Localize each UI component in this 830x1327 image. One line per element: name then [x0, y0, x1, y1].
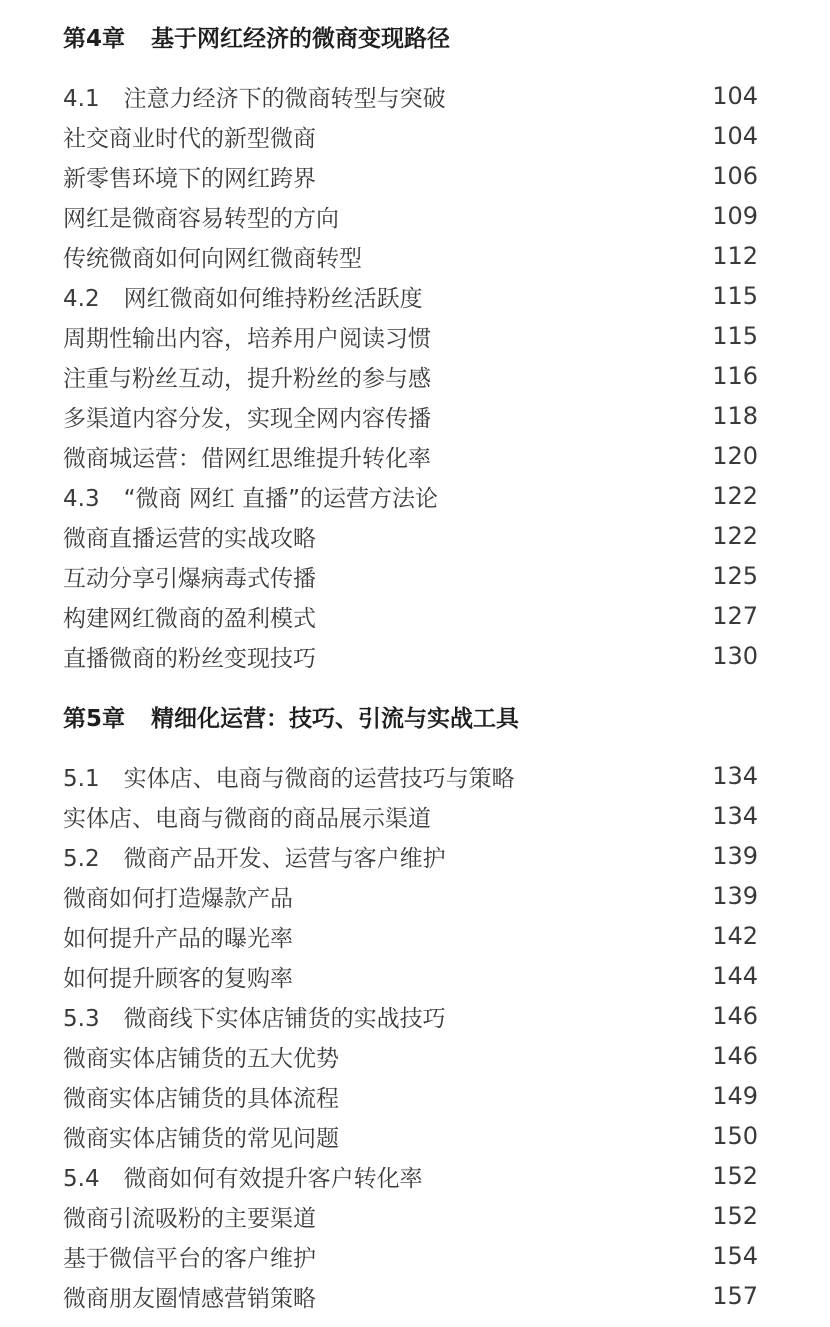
toc-entry[interactable]	[63, 396, 758, 436]
entry-title: 周期性输出内容，培养用户阅读习惯	[63, 325, 431, 352]
page-number: 152	[712, 1162, 758, 1190]
page-number: 146	[712, 1002, 758, 1030]
toc-entry[interactable]	[63, 236, 758, 276]
chapter-entries	[63, 76, 758, 676]
toc-entry[interactable]	[63, 196, 758, 236]
entry-title: 微商实体店铺货的常见问题	[63, 1125, 339, 1152]
page-number: 150	[712, 1122, 758, 1150]
table-of-contents	[63, 0, 758, 1316]
page-number: 146	[712, 1042, 758, 1070]
entry-title: 实体店、电商与微商的商品展示渠道	[63, 805, 431, 832]
page-number: 144	[712, 962, 758, 990]
page-number: 122	[712, 522, 758, 550]
toc-entry-section[interactable]	[63, 276, 758, 316]
toc-entry[interactable]	[63, 1036, 758, 1076]
entry-title: 互动分享引爆病毒式传播	[63, 565, 316, 592]
chapter-title: 精细化运营：技巧、引流与实战工具	[151, 705, 520, 732]
entry-title: 微商如何有效提升客户转化率	[123, 1165, 423, 1192]
entry-title: 新零售环境下的网红跨界	[63, 165, 316, 192]
toc-entry[interactable]	[63, 1276, 758, 1316]
toc-entry[interactable]	[63, 156, 758, 196]
toc-entry[interactable]	[63, 1196, 758, 1236]
page-number: 142	[712, 922, 758, 950]
entry-title: 多渠道内容分发，实现全网内容传播	[63, 405, 431, 432]
section-number: 5.1	[63, 765, 100, 792]
toc-entry[interactable]	[63, 1236, 758, 1276]
page-number: 139	[712, 882, 758, 910]
toc-entry[interactable]	[63, 316, 758, 356]
entry-title: 构建网红微商的盈利模式	[63, 605, 316, 632]
entry-title: 直播微商的粉丝变现技巧	[63, 645, 316, 672]
entry-title: 注重与粉丝互动，提升粉丝的参与感	[63, 365, 431, 392]
toc-entry[interactable]	[63, 356, 758, 396]
entry-title: 微商线下实体店铺货的实战技巧	[123, 1005, 446, 1032]
page-number: 104	[712, 122, 758, 150]
chapter-label: 第5章	[63, 705, 126, 732]
page-number: 130	[712, 642, 758, 670]
page-number: 109	[712, 202, 758, 230]
toc-entry[interactable]	[63, 1076, 758, 1116]
page-number: 125	[712, 562, 758, 590]
chapter-heading	[63, 16, 758, 56]
page-number: 149	[712, 1082, 758, 1110]
entry-title: “微商 网红 直播”的运营方法论	[123, 485, 439, 512]
toc-entry-section[interactable]	[63, 756, 758, 796]
toc-entry[interactable]	[63, 636, 758, 676]
entry-title: 微商引流吸粉的主要渠道	[63, 1205, 316, 1232]
page-number: 152	[712, 1202, 758, 1230]
page-number: 134	[712, 802, 758, 830]
toc-entry[interactable]	[63, 596, 758, 636]
page-number: 134	[712, 762, 758, 790]
section-number: 4.2	[63, 285, 100, 312]
page-number: 106	[712, 162, 758, 190]
entry-title: 微商朋友圈情感营销策略	[63, 1285, 316, 1312]
page-number: 112	[712, 242, 758, 270]
page-number: 120	[712, 442, 758, 470]
toc-entry[interactable]	[63, 116, 758, 156]
page-number: 116	[712, 362, 758, 390]
section-number: 4.1	[63, 85, 100, 112]
toc-entry[interactable]	[63, 556, 758, 596]
entry-title: 如何提升顾客的复购率	[63, 965, 293, 992]
toc-entry-section[interactable]	[63, 836, 758, 876]
entry-title: 传统微商如何向网红微商转型	[63, 245, 362, 272]
page-number: 115	[712, 282, 758, 310]
chapter-title: 基于网红经济的微商变现路径	[151, 25, 451, 52]
toc-entry[interactable]	[63, 956, 758, 996]
section-number: 5.3	[63, 1005, 100, 1032]
entry-title: 网红微商如何维持粉丝活跃度	[123, 285, 423, 312]
toc-entry-section[interactable]	[63, 476, 758, 516]
page-number: 104	[712, 82, 758, 110]
page-number: 122	[712, 482, 758, 510]
section-number: 4.3	[63, 485, 100, 512]
chapter-heading	[63, 696, 758, 736]
page-number: 139	[712, 842, 758, 870]
entry-title: 社交商业时代的新型微商	[63, 125, 316, 152]
entry-title: 微商城运营：借网红思维提升转化率	[63, 445, 431, 472]
entry-title: 微商直播运营的实战攻略	[63, 525, 316, 552]
entry-title: 网红是微商容易转型的方向	[63, 205, 339, 232]
entry-title: 微商实体店铺货的五大优势	[63, 1045, 339, 1072]
entry-title: 注意力经济下的微商转型与突破	[123, 85, 446, 112]
toc-entry-section[interactable]	[63, 996, 758, 1036]
chapter-label: 第4章	[63, 25, 126, 52]
chapter-entries	[63, 756, 758, 1316]
entry-title: 微商实体店铺货的具体流程	[63, 1085, 339, 1112]
toc-entry[interactable]	[63, 796, 758, 836]
page-number: 127	[712, 602, 758, 630]
page-number: 154	[712, 1242, 758, 1270]
toc-entry[interactable]	[63, 516, 758, 556]
entry-title: 基于微信平台的客户维护	[63, 1245, 316, 1272]
entry-title: 实体店、电商与微商的运营技巧与策略	[123, 765, 515, 792]
entry-title: 如何提升产品的曝光率	[63, 925, 293, 952]
toc-entry[interactable]	[63, 1116, 758, 1156]
toc-entry-section[interactable]	[63, 1156, 758, 1196]
page-number: 157	[712, 1282, 758, 1310]
entry-title: 微商产品开发、运营与客户维护	[123, 845, 446, 872]
toc-entry[interactable]	[63, 876, 758, 916]
entry-title: 微商如何打造爆款产品	[63, 885, 293, 912]
toc-entry[interactable]	[63, 916, 758, 956]
section-number: 5.2	[63, 845, 100, 872]
page-number: 118	[712, 402, 758, 430]
section-number: 5.4	[63, 1165, 100, 1192]
page-number: 115	[712, 322, 758, 350]
toc-entry[interactable]	[63, 436, 758, 476]
toc-entry-section[interactable]	[63, 76, 758, 116]
